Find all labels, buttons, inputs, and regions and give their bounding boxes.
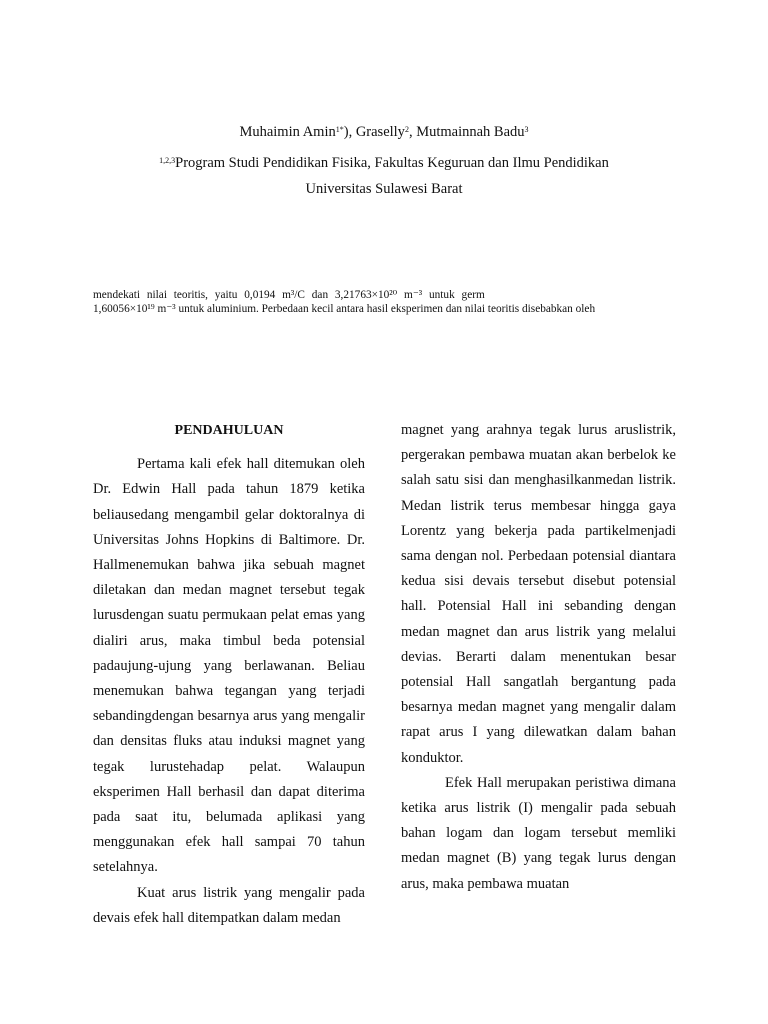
author-2-affiliation-mark: 2 xyxy=(404,125,409,134)
author-3-affiliation-mark: 3 xyxy=(524,125,529,134)
abstract-line-2: 1,60056×10¹⁹ m⁻³ untuk aluminium. Perbedaan kecil antara hasil eksperimen dan nilai teoritis disebabkan oleh xyxy=(93,303,596,315)
author-names-1: Muhaimin Amin xyxy=(239,124,336,140)
abstract-line-1: mendekati nilai teoritis, yaitu 0,0194 m³/C dan 3,21763×10²⁰ m⁻³ untuk germ xyxy=(93,289,485,301)
author-1-affiliation-mark: 1* xyxy=(335,125,344,134)
left-column xyxy=(93,418,365,931)
author-names-3: , Mutmainnah Badu xyxy=(408,124,525,140)
affiliation-program: Program Studi Pendidikan Fisika, Fakultas Keguruan dan Ilmu Pendidikan xyxy=(175,155,609,171)
right-column xyxy=(401,418,676,897)
abstract-fragment xyxy=(93,288,676,316)
section-heading: PENDAHULUAN xyxy=(174,423,284,438)
right-paragraph-1: magnet yang arahnya tegak lurus aruslistrik, pergerakan pembawa muatan akan berbelok ke salah satu sisi dan menghasilkanmedan listrik. Medan listrik terus membesar hingga gaya Lorentz yang bekerja pada partikelmenjadi sama dengan nol. Perbedaan potensial diantara kedua sisi devais tersebut disebut potensial hall. Potensial Hall ini sebanding dengan medan magnet dan arus listrik yang melalui devias. Berarti dalam menentukan besar potensial Hall sangatlah bergantung pada besarnya medan magnet yang mengalir dalam rapat arus I yang dilewatkan dalam bahan konduktor. xyxy=(401,422,676,766)
right-paragraph-2: Efek Hall merupakan peristiwa dimana ketika arus listrik (I) mengalir pada sebuah bahan logam dan logam tersebut memliki medan magnet (B) yang tegak lurus dengan arus, maka pembawa muatan xyxy=(401,774,676,892)
author-names-2: ), Graselly xyxy=(343,124,405,140)
left-paragraph-1: Pertama kali efek hall ditemukan oleh Dr. Edwin Hall pada tahun 1879 ketika beliausedang mengambil gelar doktoralnya di Universitas Johns Hopkins di Baltimore. Dr. Hallmenemukan bahwa jika sebuah magnet diletakan dan medan magnet tersebut tegak lurusdengan suatu permukaan pelat emas yang dialiri arus, maka timbul beda potensial padaujung-ujung yang berlawanan. Beliau menemukan bahwa tegangan yang terjadi sebandingdengan besarnya arus yang mengalir dan densitas fluks atau induksi magnet yang tegak lurustehadap pelat. Walaupun eksperimen Hall berhasil dan dapat diterima pada saat itu, belumada aplikasi yang menggunakan efek hall sampai 70 tahun setelahnya. xyxy=(93,456,365,876)
affiliation-mark: 1,2,3 xyxy=(159,156,176,165)
affiliation-line-2: Universitas Sulawesi Barat xyxy=(305,181,463,197)
affiliation xyxy=(0,150,768,202)
author-list xyxy=(0,122,768,142)
affiliation-line-1 xyxy=(0,150,768,176)
left-paragraph-2: Kuat arus listrik yang mengalir pada devais efek hall ditempatkan dalam medan xyxy=(93,884,365,926)
